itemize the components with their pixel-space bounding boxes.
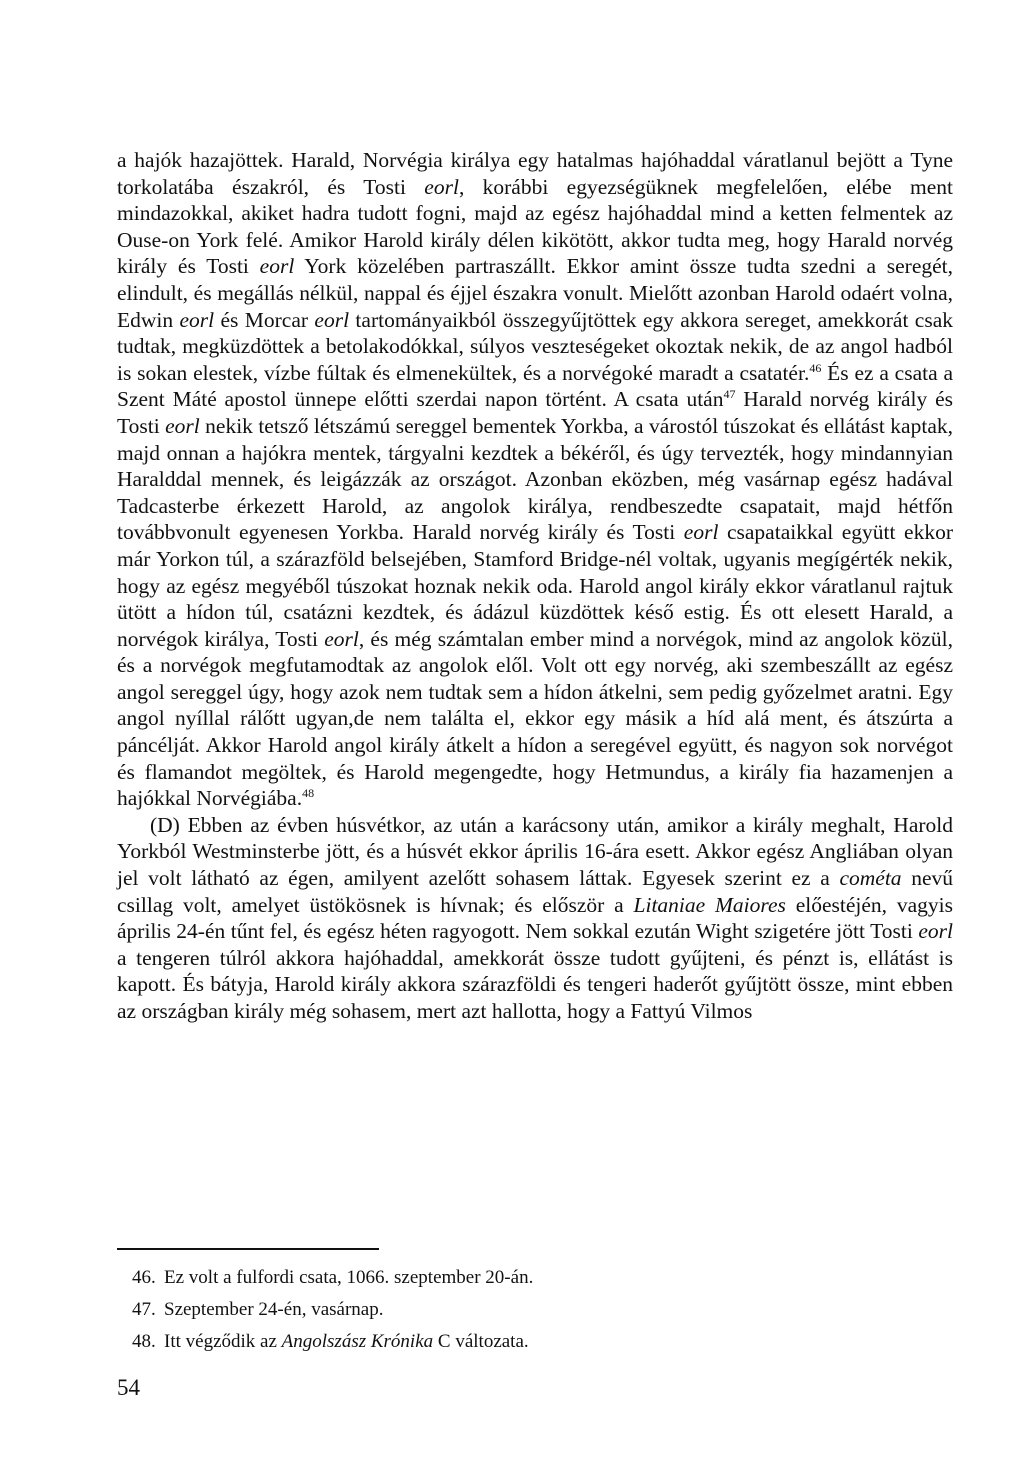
italic-term: eorl (259, 254, 295, 279)
footnote-number: 48. (132, 1331, 156, 1352)
footnote-divider (117, 1248, 379, 1250)
text-run: és Morcar (214, 307, 315, 332)
body-text (117, 147, 953, 1025)
footnote-reference: 48 (302, 786, 315, 801)
text-run: csapataikkal együtt ekkor már Yorkon túl, a szárazföld belsejében, Stamford Bridge-nél voltak, ugyanis megígérték nekik, hogy az egész megyéből túszokat hoznak nekik oda. Harold angol király ekkor váratlanul rajtuk ütött a hídon túl, csatázni kezdtek, és ádázul küzdöttek késő estig. És ott elesett Harald, a norvégok királya, Tosti (117, 520, 953, 651)
italic-term: eorl (683, 520, 719, 545)
text-run: És ez a csata a Szent Máté apostol ünnepe előtti szerdai napon történt. A csata után (117, 360, 954, 412)
text-run: Harald norvég király és Tosti (117, 387, 953, 438)
text-run: York közelében partraszállt. Ekkor amint össze tudta szedni a seregét, elindult, és megállás nélkül, nappal és éjjel északra vonult. Mielőtt azonban Harold odaért volna, Edwin (117, 254, 953, 332)
text-run: a hajók hazajöttek. Harald, Norvégia királya egy hatalmas hajóhaddal váratlanul bejött a Tyne torkolatába északról, és Tosti (117, 148, 953, 199)
text-run: Szeptember 24-én, vasárnap. (164, 1299, 384, 1320)
italic-term: eorl (324, 626, 359, 651)
italic-term: eorl (424, 174, 459, 199)
text-run: előestéjén, vagyis április 24-én tűnt fel, és egész héten ragyogott. Nem sokkal ezután Wight szigetére jött Tosti (117, 892, 953, 944)
italic-term: cométa (839, 866, 902, 891)
text-run: (D) Ebben az évben húsvétkor, az után a karácsony után, amikor a király meghalt, Harold Yorkból Westminsterbe jött, és a húsvét ekkor április 16-ára esett. Akkor egész Angliában olyan jel volt látható az égen, amilyent azelőtt sohasem láttak. Egyesek szerint ez a (117, 812, 953, 891)
italic-term: Litaniae Maiores (633, 892, 786, 917)
footnote-text (164, 1299, 383, 1320)
paragraph-2 (117, 812, 953, 1025)
text-run: Ez volt a fulfordi csata, 1066. szeptember 20-án. (164, 1267, 534, 1288)
italic-term: eorl (179, 307, 215, 332)
footnote-reference: 47 (723, 387, 736, 402)
footnote-47 (132, 1294, 932, 1326)
italic-term: eorl (165, 413, 200, 438)
text-run: tartományaikból összegyűjtöttek egy akkora sereget, amekkorát csak tudtak, megküzdöttek a betolakodókkal, súlyos veszteségeket okoztak nekik, de az angol hadból is sokan elestek, vízbe fúltak és elmenekültek, és a norvégoké maradt a csatatér. (117, 307, 953, 385)
italic-term: Angolszász Krónika (281, 1331, 434, 1352)
footnote-text (164, 1267, 533, 1288)
text-run: nekik tetsző létszámú sereggel bementek Yorkba, a várostól túszokat és ellátást kaptak, majd onnan a hajókra mentek, tárgyalni kezdtek a békéről, és úgy tervezték, hogy mindannyian Haralddal mennek, és leigázzák az országot. Azonban eközben, még vasárnap egész hadával Tadcasterbe érkezett Harold, az angolok királya, rendbeszedte csapatait, majd hétfőn továbbvonult egyenesen Yorkba. Harald norvég király és Tosti (117, 413, 953, 545)
footnote-text (164, 1331, 529, 1352)
text-run: nevű csillag volt, amelyet üstökösnek is hívnak; és először a (117, 866, 953, 917)
text-run: C változata. (433, 1331, 529, 1352)
text-run: , korábbi egyezségüknek megfelelően, elébe ment mindazokkal, akiket hadra tudott fogni, majd az egész hajóhaddal mind a ketten felmentek az Ouse-on York felé. Amikor Harold király délen kikötött, akkor tudta meg, hogy Harald norvég király és Tosti (117, 174, 953, 279)
paragraph-1 (117, 147, 953, 812)
italic-term: eorl (918, 919, 953, 944)
page-number: 54 (117, 1375, 140, 1400)
footnote-number: 46. (132, 1267, 156, 1288)
text-run: Itt végződik az (164, 1331, 282, 1352)
footnotes (132, 1262, 932, 1358)
text-run: a tengeren túlról akkora hajóhaddal, amekkorát össze tudott gyűjteni, és pénzt is, ellátást is kapott. És bátyja, Harold király akkora szárazföldi és tengeri haderőt gyűjtött össze, mint ebben az országban király még sohasem, mert azt hallotta, hogy a Fattyú Vilmos (117, 945, 953, 1023)
footnote-number: 47. (132, 1299, 156, 1320)
footnote-48 (132, 1326, 932, 1358)
italic-term: eorl (314, 307, 350, 332)
footnote-46 (132, 1262, 932, 1294)
text-run: , és még számtalan ember mind a norvégok, mind az angolok közül, és a norvégok megfutamodtak az angolok elől. Volt ott egy norvég, aki szembeszállt az egész angol sereggel úgy, hogy azok nem tudtak sem a hídon átkelni, sem pedig győzelmet aratni. Egy angol nyíllal rálőtt ugyan,de nem találta el, ekkor egy másik a híd alá ment, és átszúrta a páncélját. Akkor Harold angol király átkelt a hídon a seregével együtt, és nagyon sok norvégot és flamandot megöltek, és Harold megengedte, hogy Hetmundus, a király fia hazamenjen a hajókkal Norvégiába. (117, 626, 954, 811)
footnote-reference: 46 (809, 360, 822, 375)
